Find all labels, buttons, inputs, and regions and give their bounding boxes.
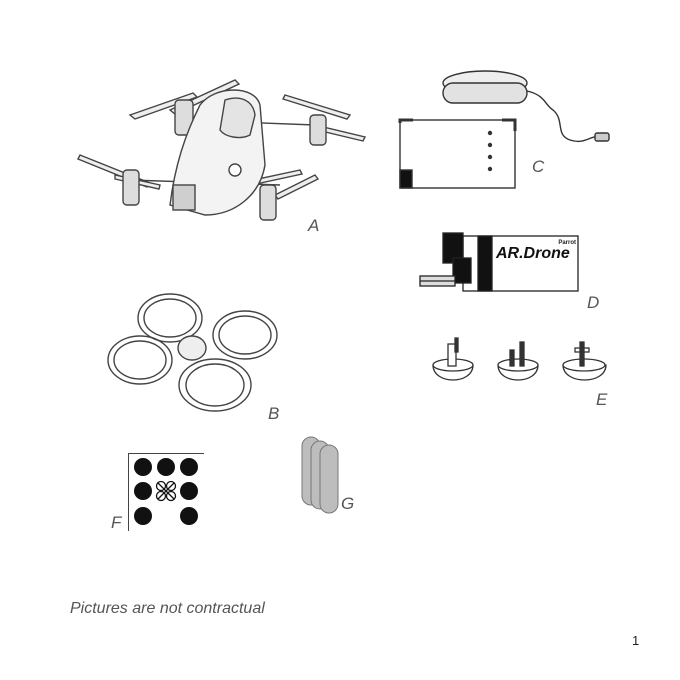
hull-illustration <box>100 290 290 415</box>
sticker-illustration <box>128 453 204 531</box>
charger-label: C <box>532 157 545 176</box>
hull-label: B <box>268 404 280 423</box>
drone-label: A <box>308 216 320 235</box>
plugs-illustration <box>428 330 613 390</box>
charger-drawing <box>395 65 615 195</box>
battery-label: D <box>587 293 600 312</box>
sticker-drawing <box>128 453 204 531</box>
drone-drawing <box>75 75 375 235</box>
disclaimer-caption: Pictures are not contractual <box>70 600 265 617</box>
charger-illustration <box>395 65 615 195</box>
page-number: 1 <box>632 633 640 648</box>
plugs-drawing <box>428 330 613 390</box>
pads-label: G <box>341 494 355 513</box>
battery-name: AR.Drone <box>496 245 570 262</box>
drone-illustration <box>75 75 375 235</box>
plugs-label: E <box>596 390 608 409</box>
battery-brand: Parrot <box>558 240 576 246</box>
battery-drawing <box>418 228 588 298</box>
battery-illustration <box>418 228 588 298</box>
hull-drawing <box>100 290 290 415</box>
sticker-label: F <box>111 513 122 532</box>
